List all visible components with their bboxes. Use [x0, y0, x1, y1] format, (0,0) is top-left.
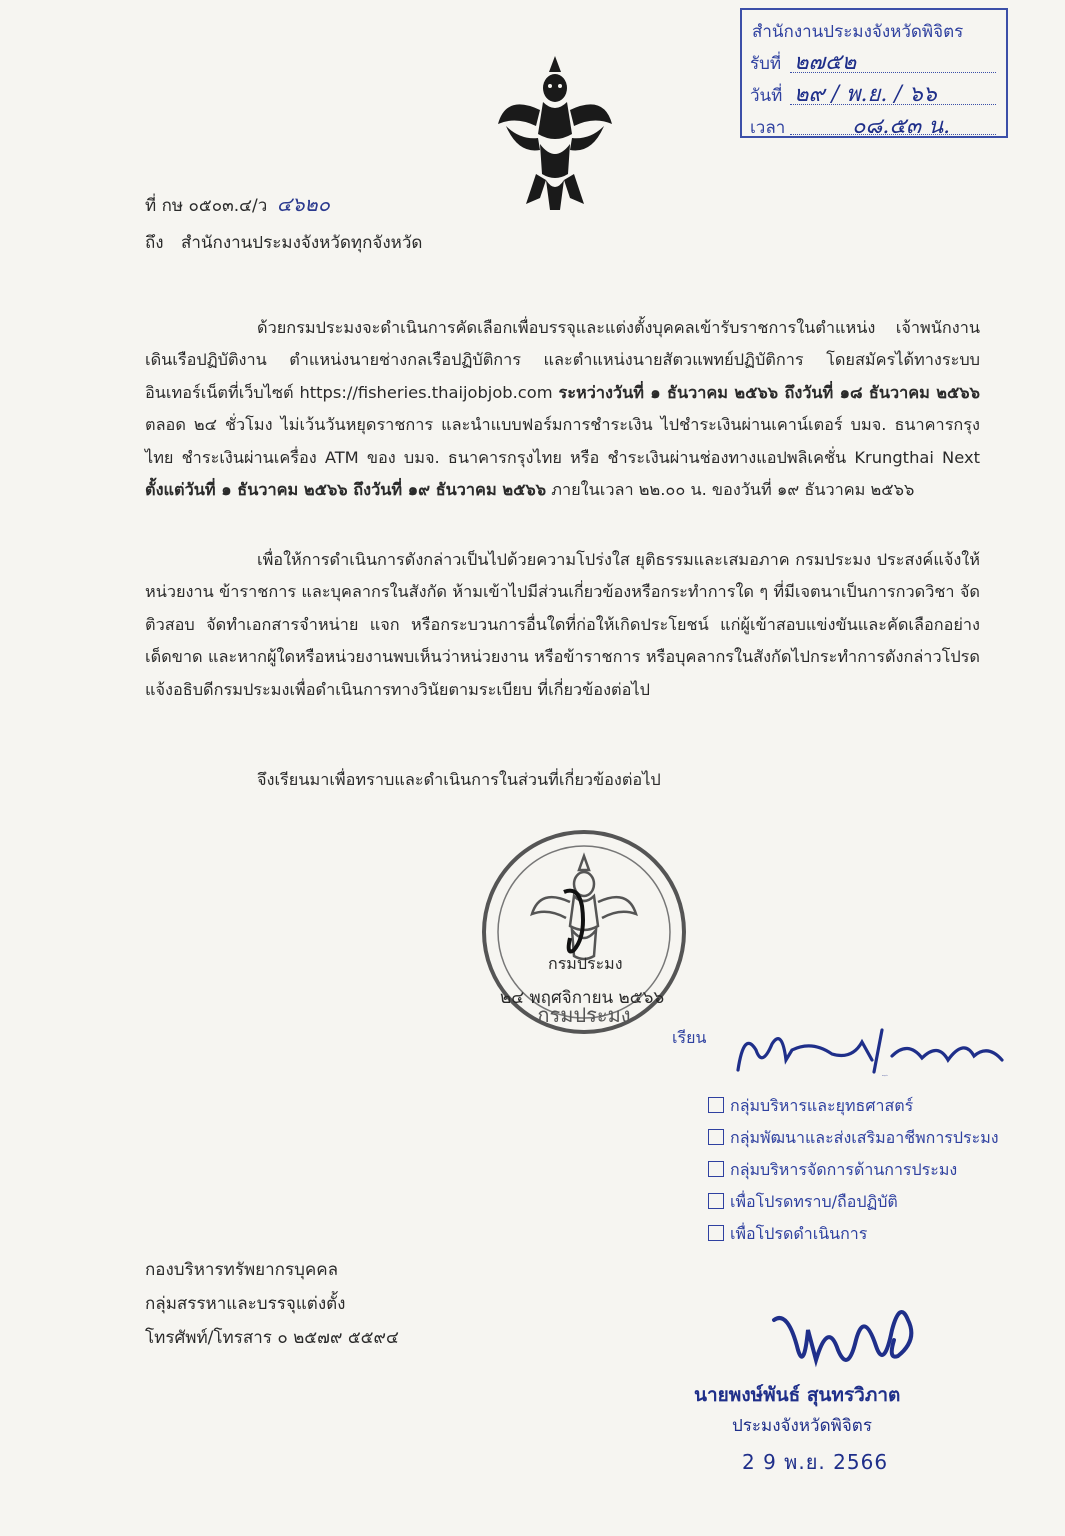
- receipt-title: สำนักงานประมงจังหวัดพิจิตร: [752, 22, 964, 42]
- routing-option-3: กลุ่มบริหารจัดการด้านการประมง: [708, 1158, 957, 1183]
- checkbox-icon: [708, 1225, 724, 1241]
- routing-handwritten-signature: [732, 1020, 1022, 1082]
- reference-number: [145, 188, 330, 220]
- routing-option-5: เพื่อโปรดดำเนินการ: [708, 1222, 867, 1247]
- checkbox-icon: [708, 1097, 724, 1113]
- ref-handwritten: ๔๖๒๐: [276, 192, 330, 216]
- to-text: สำนักงานประมงจังหวัดทุกจังหวัด: [181, 233, 423, 253]
- routing-option-1: กลุ่มบริหารและยุทธศาสตร์: [708, 1094, 913, 1119]
- seal-ring-text: กรมประมง: [537, 1003, 631, 1027]
- receipt-stamp: [740, 8, 1008, 138]
- garuda-emblem-icon: [496, 54, 614, 214]
- seal-org: กรมประมง: [548, 954, 623, 973]
- para3-text: จึงเรียนมาเพื่อทราบและดำเนินการในส่วนที่เกี่ยวข้องต่อไป: [257, 770, 661, 789]
- para1-part-a: ด้วยกรมประมงจะดำเนินการคัดเลือกเพื่อบรรจุและแต่งตั้งบุคคลเข้ารับราชการในตำแหน่ง เจ้าพนักงานเดินเรือปฏิบัติงาน ตำแหน่งนายช่างกลเรือปฏิบัติการ และตำแหน่งนายสัตวแพทย์ปฏิบัติการ โดยสมัครได้ทางระบบอินเทอร์เน็ตที่เว็บไซต์ https://fisheries.thaijobjob.com: [145, 318, 980, 402]
- body-paragraph-1: [145, 312, 980, 506]
- para1-application-dates: ระหว่างวันที่ ๑ ธันวาคม ๒๕๖๖ ถึงวันที่ ๑๘ ธันวาคม ๒๕๖๖: [558, 382, 980, 402]
- routing-label: เรียน: [672, 1028, 707, 1047]
- footer-phone: โทรศัพท์/โทรสาร ๐ ๒๕๗๙ ๕๕๙๔: [145, 1328, 399, 1348]
- checkbox-icon: [708, 1161, 724, 1177]
- para2-text: เพื่อให้การดำเนินการดังกล่าวเป็นไปด้วยความโปร่งใส ยุติธรรมและเสมอภาค กรมประมง ประสงค์แจ้งให้หน่วยงาน ข้าราชการ และบุคลากรในสังกัด ห้ามเข้าไปมีส่วนเกี่ยวข้องหรือกระทำการใด ๆ ที่มีเจตนาเป็นการกวดวิชา จัดติวสอบ จัดทำเอกสารจำหน่าย แจก หรือกระบวนการอื่นใดที่ก่อให้เกิดประโยชน์ แก่ผู้เข้าสอบแข่งขันและคัดเลือกอย่างเด็ดขาด และหากผู้ใดหรือหน่วยงานพบเห็นว่าหน่วยงาน หรือข้าราชการ หรือบุคลากรในสังกัดไปกระทำการดังกล่าวโปรดแจ้งอธิบดีกรมประมงเพื่อดำเนินการทางวินัยตามระเบียบ ที่เกี่ยวข้องต่อไป: [145, 550, 980, 699]
- routing-handwritten-text: ผอ.กลุ่ม/ฝ่าย: [882, 1076, 888, 1077]
- routing-option-2: กลุ่มพัฒนาและส่งเสริมอาชีพการประมง: [708, 1126, 999, 1151]
- addressee: [145, 229, 422, 256]
- sign-date: 2 9 พ.ย. 2566: [742, 1450, 889, 1474]
- signer-title: ประมงจังหวัดพิจิตร: [732, 1416, 872, 1436]
- to-label: ถึง: [145, 233, 164, 253]
- receipt-date: ๒๙ / พ.ย. / ๖๖: [794, 82, 937, 107]
- para1-deadline: ภายในเวลา ๒๒.๐๐ น. ของวันที่ ๑๙ ธันวาคม ๒๕๖๖: [551, 480, 915, 500]
- para1-part-c: ตลอด ๒๔ ชั่วโมง ไม่เว้นวันหยุดราชการ และนำแบบฟอร์มการชำระเงิน ไปชำระเงินผ่านเคาน์เตอร์ บมจ. ธนาคารกรุงไทย ชำระเงินผ่านเครื่อง ATM ของ บมจ. ธนาคารกรุงไทย หรือ ชำระเงินผ่านช่องทางแอปพลิเคชั่น Krungthai Next: [145, 415, 980, 467]
- para1-payment-dates: ตั้งแต่วันที่ ๑ ธันวาคม ๒๕๖๖ ถึงวันที่ ๑๙ ธันวาคม ๒๕๖๖: [145, 480, 547, 500]
- receipt-no-label: รับที่: [750, 54, 782, 74]
- routing-option-4: เพื่อโปรดทราบ/ถือปฏิบัติ: [708, 1190, 898, 1215]
- seal-date: ๒๔ พฤศจิกายน ๒๕๖๖: [500, 988, 665, 1008]
- signer-signature: [768, 1290, 928, 1382]
- signer-name: นายพงษ์พันธ์ สุนทรวิภาต: [694, 1384, 901, 1406]
- receipt-time: ๐๘.๕๓ น.: [852, 114, 951, 139]
- body-paragraph-3: [145, 764, 980, 796]
- ref-prefix: ที่ กษ ๐๕๐๓.๔/ว: [145, 196, 268, 216]
- footer-division: กองบริหารทรัพยากรบุคคล: [145, 1260, 339, 1280]
- receipt-no: ๒๗๕๒: [794, 50, 857, 75]
- checkbox-icon: [708, 1129, 724, 1145]
- checkbox-icon: [708, 1193, 724, 1209]
- body-paragraph-2: [145, 544, 980, 706]
- receipt-date-label: วันที่: [750, 86, 783, 106]
- receipt-time-label: เวลา: [750, 118, 786, 138]
- footer-group: กลุ่มสรรหาและบรรจุแต่งตั้ง: [145, 1294, 346, 1314]
